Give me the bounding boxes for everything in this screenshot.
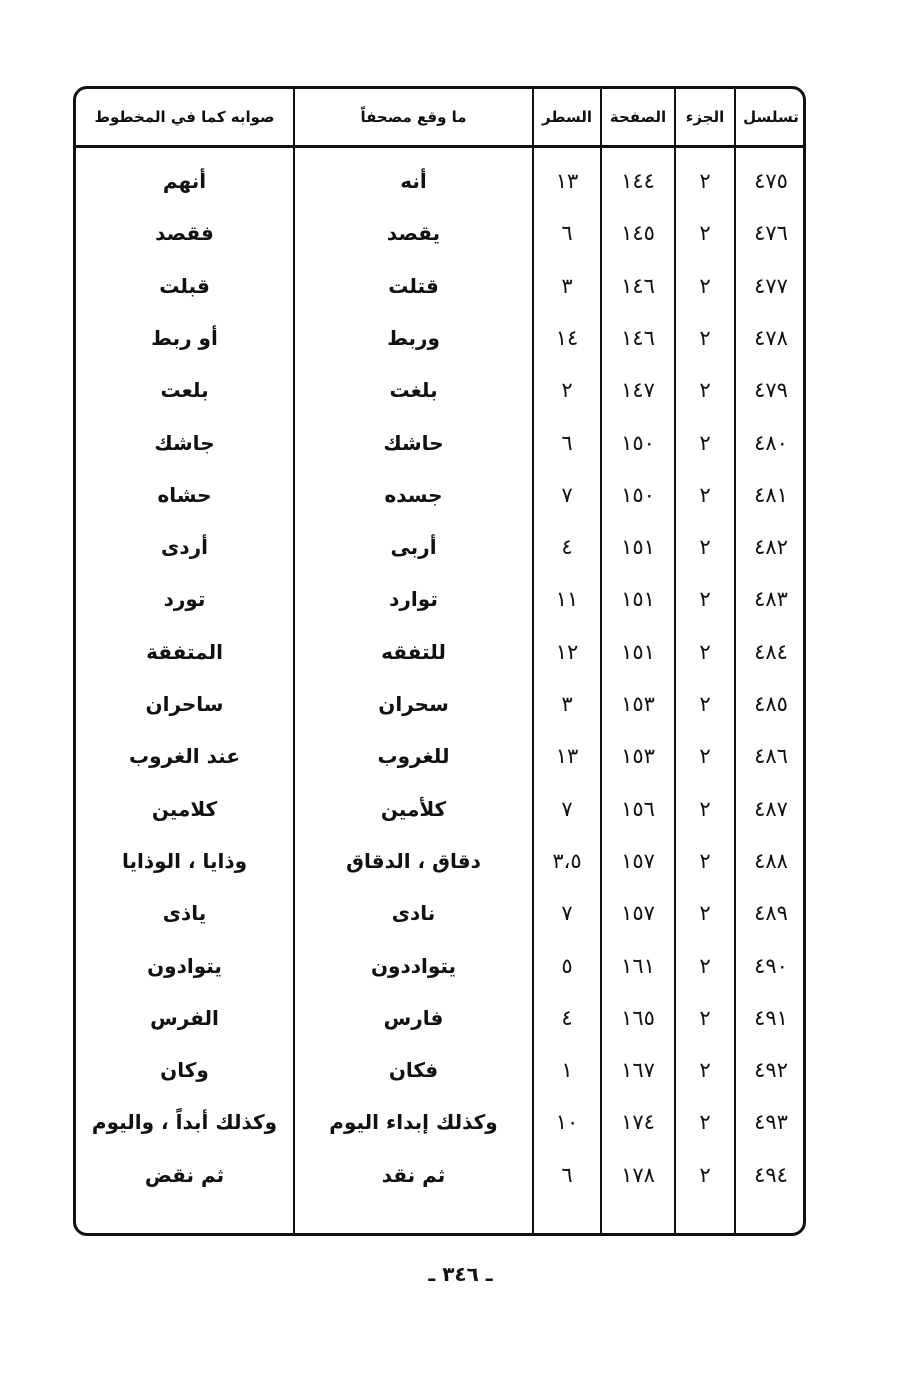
cell-line: ٦: [561, 1162, 573, 1187]
cell-serial: ٤٩٤: [754, 1162, 788, 1187]
cell-page: ١٦٧: [621, 1058, 655, 1083]
cell-page: ١٤٧: [621, 378, 655, 403]
cell-error: فكان: [388, 1058, 439, 1083]
cell-correct: الفرس: [150, 1005, 219, 1030]
cell-part: ٢: [699, 901, 711, 926]
cell-error: حاشك: [383, 430, 444, 455]
header-page: الصفحة: [609, 108, 667, 126]
header-part: الجزء: [685, 108, 725, 126]
table-row: [76, 1096, 803, 1148]
cell-correct: تورد: [163, 587, 206, 612]
table-row: [76, 364, 803, 416]
cell-error: قتلت: [388, 273, 439, 298]
cell-part: ٢: [699, 848, 711, 873]
cell-page: ١٥٧: [621, 848, 655, 873]
header-error: ما وقع مصحفاً: [360, 108, 467, 126]
cell-page: ١٧٤: [621, 1110, 655, 1135]
cell-serial: ٤٧٨: [754, 325, 788, 350]
table-row: [76, 312, 803, 364]
cell-page: ١٦٥: [621, 1005, 655, 1030]
cell-part: ٢: [699, 535, 711, 560]
cell-correct: يتوادون: [147, 953, 222, 978]
corrections-table: [73, 86, 806, 1236]
cell-serial: ٤٨٠: [754, 430, 788, 455]
cell-correct: ثم نقض: [144, 1162, 225, 1187]
cell-serial: ٤٨٩: [754, 901, 788, 926]
cell-error: ثم نقد: [381, 1162, 446, 1187]
cell-serial: ٤٨٧: [754, 796, 788, 821]
cell-correct: أردى: [161, 535, 208, 560]
header-line: السطر: [542, 108, 592, 126]
cell-serial: ٤٧٦: [754, 221, 788, 246]
cell-correct: قبلت: [159, 273, 210, 298]
cell-error: فارس: [383, 1005, 444, 1030]
cell-page: ١٥٠: [621, 430, 655, 455]
cell-error: للتفقه: [381, 639, 446, 664]
table-row: [76, 417, 803, 469]
cell-line: ٧: [561, 901, 573, 926]
cell-line: ٣: [561, 692, 573, 716]
cell-correct: حشاه: [157, 482, 212, 507]
cell-line: ١١: [555, 587, 579, 612]
cell-line: ٣،٥: [552, 848, 582, 873]
cell-line: ٦: [561, 221, 573, 246]
cell-page: ١٧٨: [621, 1162, 655, 1187]
table-row: [76, 573, 803, 625]
cell-page: ١٥٧: [621, 901, 655, 926]
cell-line: ٦: [561, 430, 573, 455]
cell-error: يقصد: [386, 221, 441, 246]
cell-part: ٢: [699, 482, 711, 507]
cell-line: ٧: [561, 796, 573, 821]
cell-serial: ٤٨٦: [754, 744, 788, 769]
cell-part: ٢: [699, 744, 711, 769]
table-row: [76, 730, 803, 782]
cell-line: ١٤: [555, 325, 579, 350]
cell-error: للغروب: [377, 744, 450, 769]
cell-correct: أنهم: [162, 169, 207, 193]
header-correct: صوابه كما في المخطوط: [94, 108, 275, 126]
cell-page: ١٥١: [621, 535, 655, 560]
cell-line: ١٣: [555, 169, 579, 193]
cell-page: ١٥٠: [621, 482, 655, 507]
cell-error: وكذلك إبداء اليوم: [329, 1110, 498, 1135]
table-row: [76, 469, 803, 521]
cell-correct: ساحران: [145, 692, 224, 716]
cell-part: ٢: [699, 692, 711, 716]
cell-serial: ٤٨٨: [754, 848, 788, 873]
cell-error: سحران: [378, 692, 449, 716]
cell-correct: أو ربط: [151, 325, 218, 350]
cell-correct: كلامين: [151, 796, 218, 821]
table-row: [76, 835, 803, 887]
cell-part: ٢: [699, 169, 711, 193]
cell-part: ٢: [699, 639, 711, 664]
cell-error: نادى: [391, 901, 436, 926]
header-divider: [76, 145, 803, 148]
cell-correct: جاشك: [154, 430, 215, 455]
cell-correct: وكان: [160, 1058, 209, 1083]
cell-correct: وذايا ، الوذايا: [121, 848, 248, 873]
table-row: [76, 626, 803, 678]
cell-page: ١٤٦: [621, 325, 655, 350]
cell-page: ١٥١: [621, 639, 655, 664]
cell-page: ١٤٦: [621, 273, 655, 298]
cell-error: دقاق ، الدقاق: [346, 848, 481, 873]
cell-serial: ٤٧٩: [754, 378, 788, 403]
cell-serial: ٤٩١: [754, 1005, 788, 1030]
page-number: ـ ٣٤٦ ـ: [428, 1262, 493, 1286]
cell-page: ١٤٥: [621, 221, 655, 246]
cell-correct: المتفقة: [146, 639, 223, 664]
cell-error: أنه: [400, 169, 427, 193]
cell-serial: ٤٨٤: [754, 639, 788, 664]
cell-part: ٢: [699, 221, 711, 246]
cell-line: ١٢: [555, 639, 579, 664]
cell-serial: ٤٨٣: [754, 587, 788, 612]
cell-line: ١٣: [555, 744, 579, 769]
cell-error: جسده: [384, 482, 443, 507]
table-row: [76, 521, 803, 573]
cell-serial: ٤٨٥: [754, 692, 788, 716]
cell-page: ١٥٣: [621, 692, 655, 716]
cell-part: ٢: [699, 796, 711, 821]
table-row: [76, 260, 803, 312]
cell-part: ٢: [699, 378, 711, 403]
table-row: [76, 207, 803, 259]
cell-serial: ٤٨١: [754, 482, 788, 507]
cell-serial: ٤٧٧: [754, 273, 788, 298]
table-row: [76, 678, 803, 730]
cell-part: ٢: [699, 1058, 711, 1083]
cell-part: ٢: [699, 325, 711, 350]
cell-error: توارد: [389, 587, 438, 612]
table-row: [76, 783, 803, 835]
cell-line: ٥: [561, 953, 573, 978]
cell-part: ٢: [699, 273, 711, 298]
cell-part: ٢: [699, 953, 711, 978]
cell-correct: فقصد: [155, 221, 214, 246]
cell-error: بلغت: [389, 378, 438, 403]
cell-line: ٤: [561, 1005, 573, 1030]
cell-correct: بلعت: [160, 378, 209, 403]
table-row: [76, 940, 803, 992]
cell-error: كلأمين: [380, 796, 447, 821]
table-row: [76, 1149, 803, 1201]
cell-serial: ٤٨٢: [754, 535, 788, 560]
cell-serial: ٤٩٢: [754, 1058, 788, 1083]
cell-page: ١٥١: [621, 587, 655, 612]
cell-error: وربط: [387, 325, 440, 350]
table-row: [76, 887, 803, 939]
cell-page: ١٥٣: [621, 744, 655, 769]
cell-line: ١: [561, 1058, 573, 1083]
cell-error: يتواددون: [370, 953, 457, 978]
table-row: [76, 155, 803, 207]
cell-page: ١٤٤: [621, 169, 655, 193]
cell-part: ٢: [699, 430, 711, 455]
cell-correct: ياذى: [162, 901, 207, 926]
cell-page: ١٥٦: [621, 796, 655, 821]
cell-serial: ٤٩٠: [754, 953, 788, 978]
cell-correct: وكذلك أبداً ، واليوم: [91, 1110, 278, 1135]
cell-line: ٢: [561, 378, 573, 403]
cell-line: ٧: [561, 482, 573, 507]
cell-serial: ٤٧٥: [754, 169, 788, 193]
cell-line: ٣: [561, 273, 573, 298]
cell-part: ٢: [699, 1162, 711, 1187]
header-serial: تسلسل: [743, 108, 799, 126]
cell-error: أربى: [390, 535, 437, 560]
cell-correct: عند الغروب: [129, 744, 240, 769]
cell-line: ٤: [561, 535, 573, 560]
cell-part: ٢: [699, 1110, 711, 1135]
cell-serial: ٤٩٣: [754, 1110, 788, 1135]
cell-part: ٢: [699, 1005, 711, 1030]
table-row: [76, 992, 803, 1044]
cell-part: ٢: [699, 587, 711, 612]
cell-line: ١٠: [555, 1110, 579, 1135]
table-row: [76, 1044, 803, 1096]
cell-page: ١٦١: [621, 953, 655, 978]
